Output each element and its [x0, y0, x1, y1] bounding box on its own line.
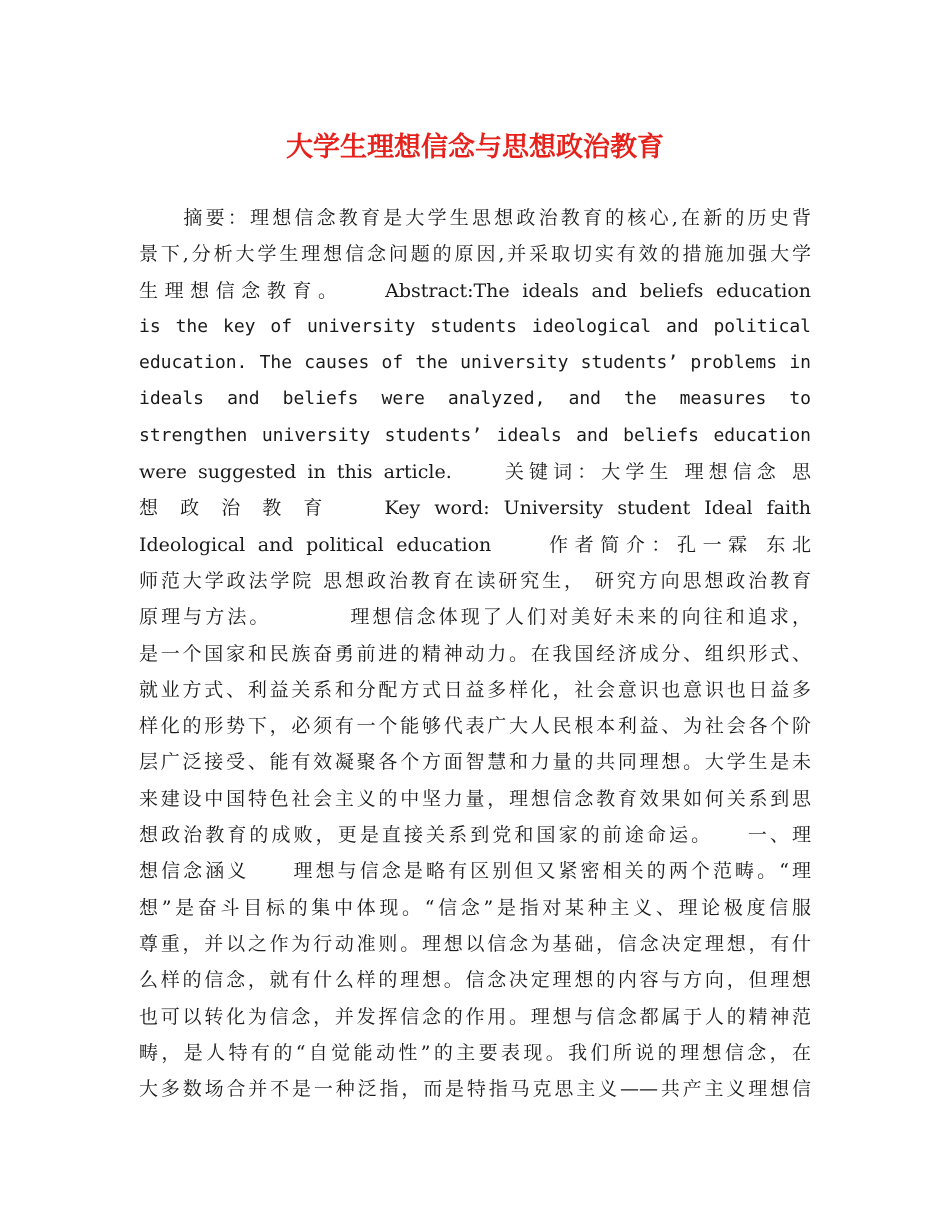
body-line: 原理与方法。 理想信念体现了人们对美好未来的向往和追求， [139, 606, 811, 629]
body-line: 层广泛接受、能有效凝聚各个方面智慧和力量的共同理想。大学生是未 [139, 751, 811, 774]
body-line: 摘要：理想信念教育是大学生思想政治教育的核心,在新的历史背 [139, 207, 811, 229]
body-line: 师范大学政法学院 思想政治教育在读研究生， 研究方向思想政治教育 [139, 569, 811, 592]
body-line: 就业方式、利益关系和分配方式日益多样化，社会意识也意识也日益多 [139, 678, 811, 701]
body-line: 么样的信念，就有什么样的理想。信念决定理想的内容与方向，但理想 [139, 969, 811, 992]
body-line: 尊重，并以之作为行动准则。理想以信念为基础，信念决定理想，有什 [139, 932, 811, 955]
body-line: 大多数场合并不是一种泛指，而是特指马克思主义——共产主义理想信 [139, 1078, 811, 1101]
body-line: is the key of university students ideological and political [139, 315, 811, 337]
body-line: education. The causes of the university students’ problems in [139, 352, 811, 374]
body-line: 想政治教育的成败，更是直接关系到党和国家的前途命运。 一、理 [139, 824, 811, 847]
body-line: 想信念涵义 理想与信念是略有区别但又紧密相关的两个范畴。“理 [139, 860, 811, 883]
body-line: ideals and beliefs were analyzed, and the measures to [139, 388, 811, 410]
body-line: 样化的形势下，必须有一个能够代表广大人民根本利益、为社会各个阶 [139, 715, 811, 738]
body-line: 来建设中国特色社会主义的中坚力量，理想信念教育效果如何关系到思 [139, 787, 811, 810]
body-line: 生理想信念教育。 Abstract:The ideals and beliefs education [139, 279, 811, 302]
document-body [139, 200, 811, 1107]
body-line: strengthen university students’ ideals and beliefs education [139, 424, 811, 446]
body-line: 也可以转化为信念，并发挥信念的作用。理想与信念都属于人的精神范 [139, 1005, 811, 1028]
body-line: 景下,分析大学生理想信念问题的原因,并采取切实有效的措施加强大学 [139, 243, 811, 266]
body-line: Ideological and political education 作者简介：孔一霖 东北 [139, 533, 811, 556]
body-line: 想”是奋斗目标的集中体现。“信念”是指对某种主义、理论极度信服 [139, 896, 811, 919]
body-line: 是一个国家和民族奋勇前进的精神动力。在我国经济成分、组织形式、 [139, 642, 811, 665]
body-line: were suggested in this article. 关键词：大学生 理想信念 思 [139, 461, 811, 484]
body-line: 想 政 治 教 育 Key word: University student Ideal faith [139, 497, 811, 520]
document-title: 大学生理想信念与思想政治教育 [286, 132, 664, 163]
body-line: 畴，是人特有的“自觉能动性”的主要表现。我们所说的理想信念，在 [139, 1041, 811, 1064]
